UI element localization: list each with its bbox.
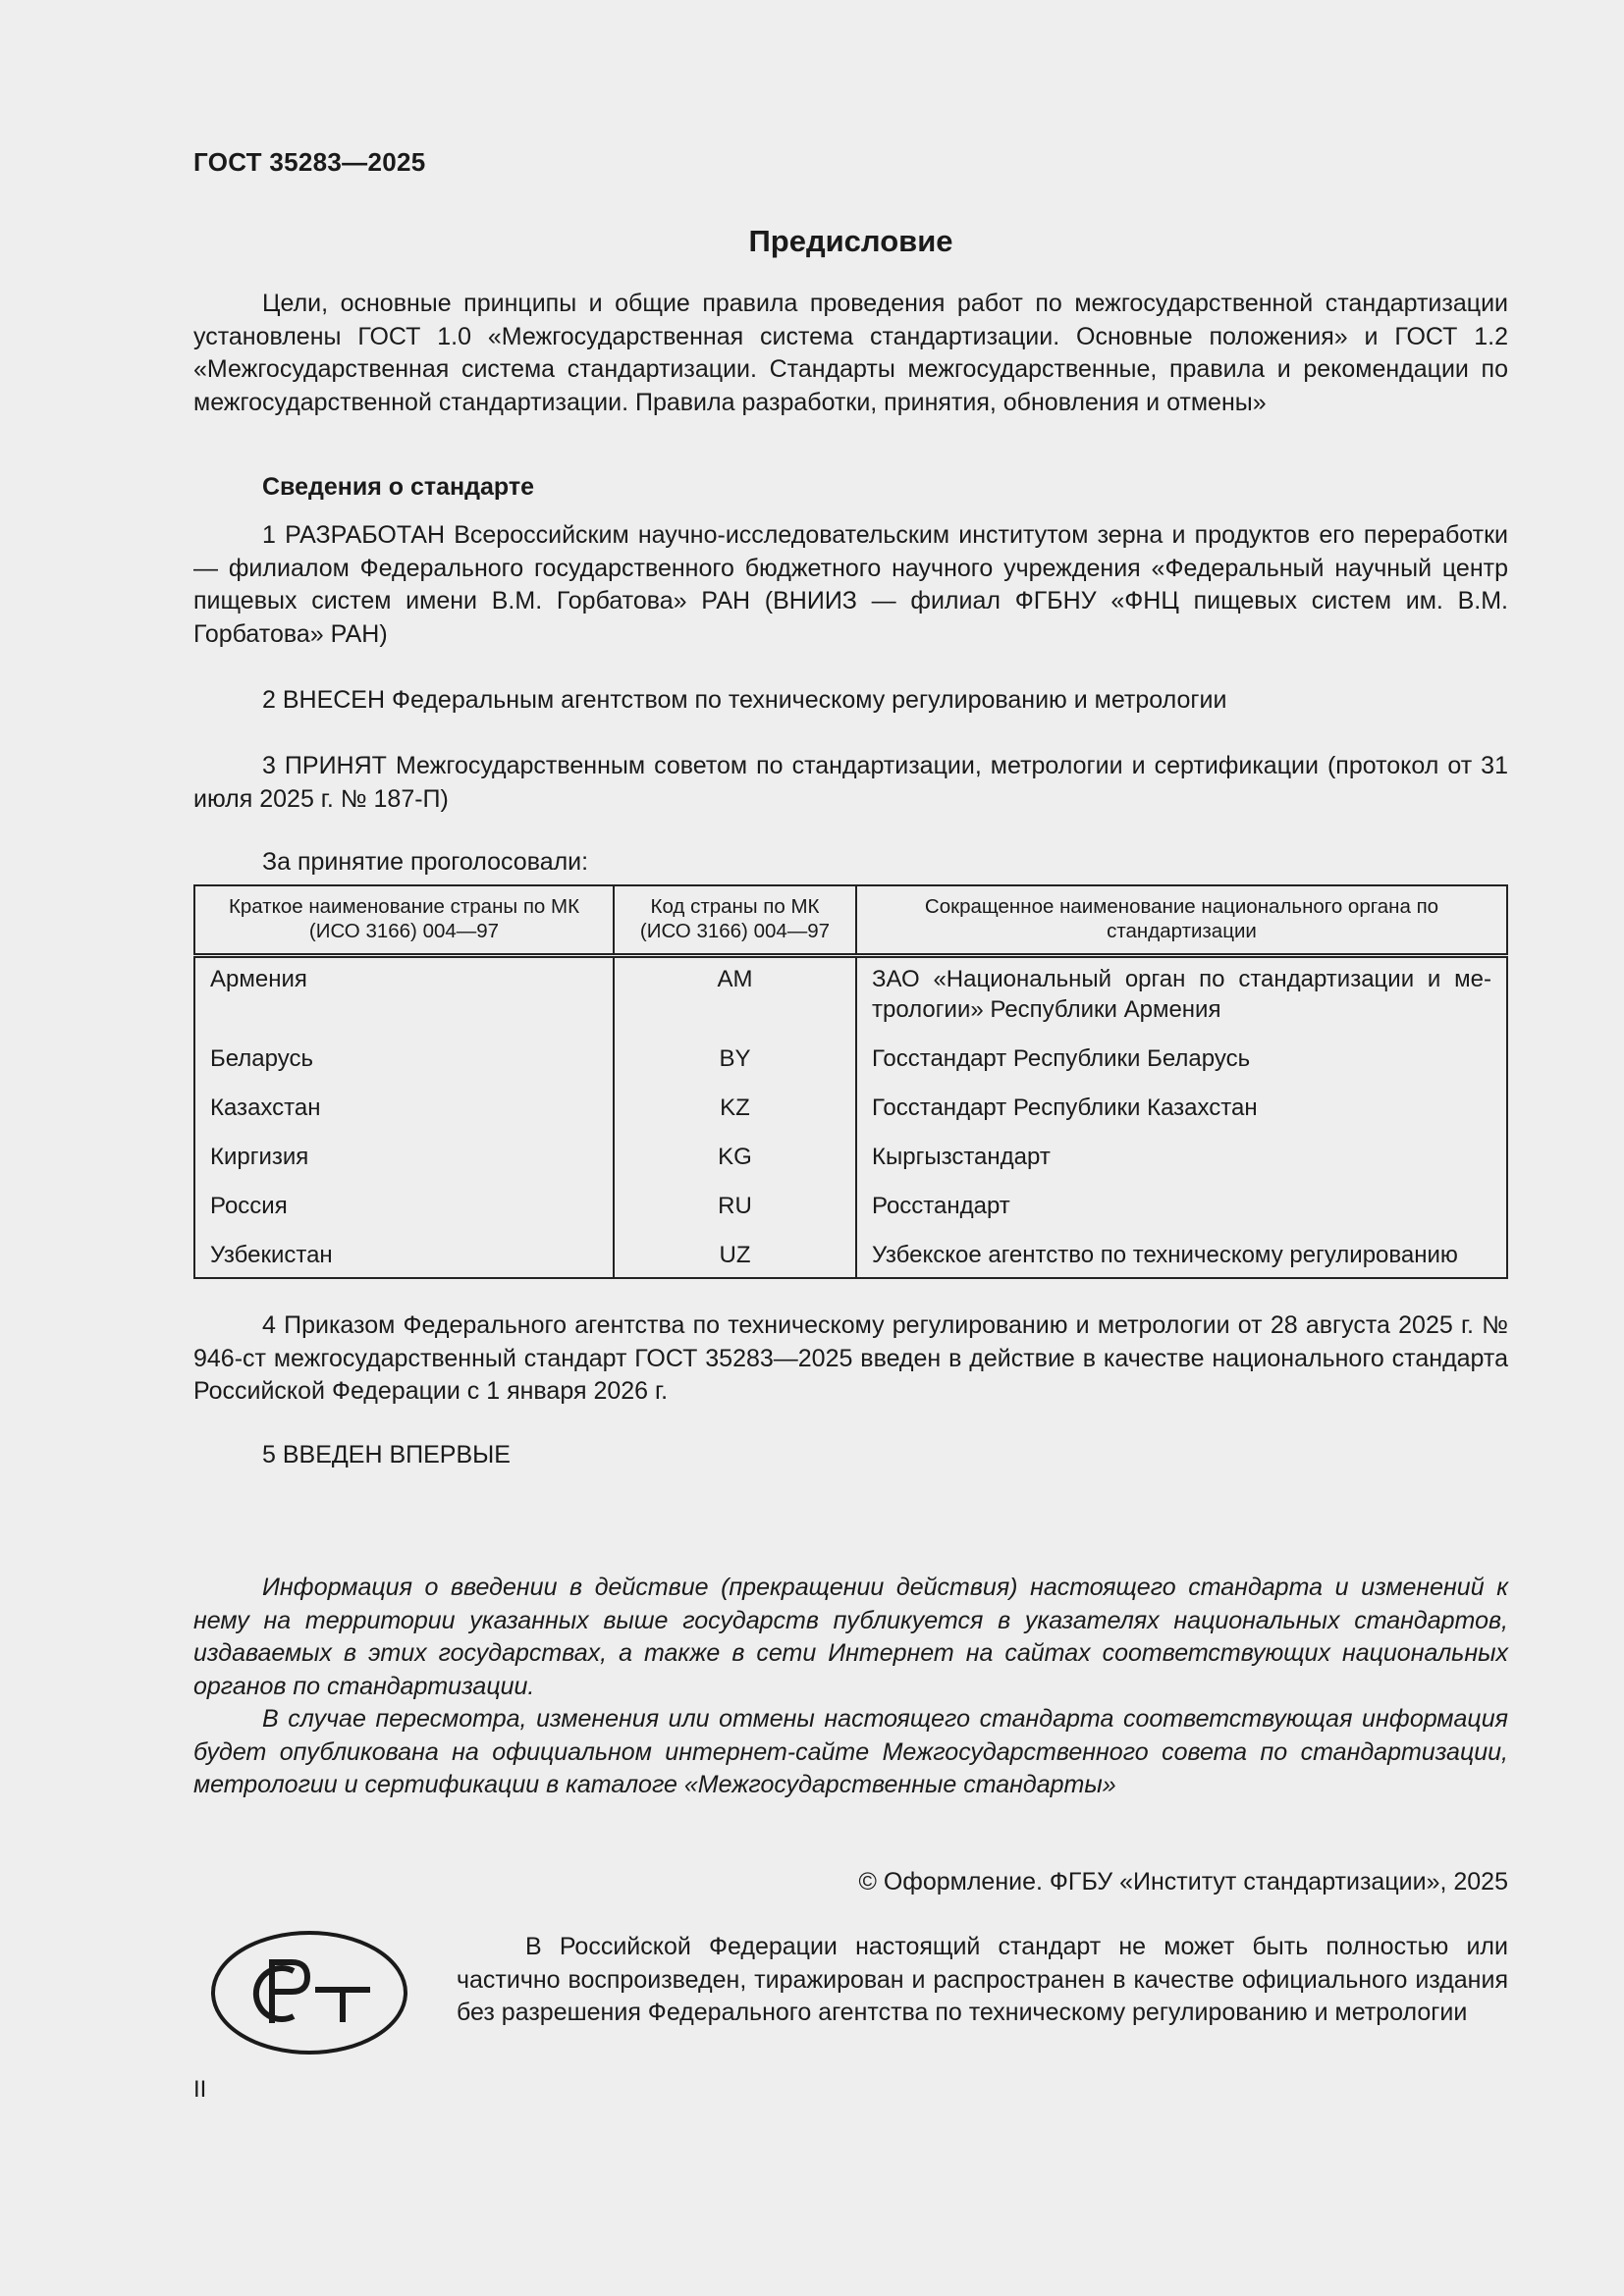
item-developed: 1 РАЗРАБОТАН Всероссийским научно-исследовательским институтом зерна и продуктов его переработки — филиалом Федерального государственного бюджетного научного учреждения «Федеральный научный центр пищевых систем имени В.М. Горбатова» РАН (ВНИИЗ — филиал ФГБНУ «ФНЦ пищевых систем им. В.М. Горбатова» РАН): [193, 521, 1508, 648]
table-row: [194, 1025, 1507, 1074]
country-cell: Узбекистан: [194, 1221, 614, 1278]
voted-label: За принятие проголосовали:: [262, 848, 589, 876]
item-adopted: 3 ПРИНЯТ Межгосударственным советом по стандартизации, метрологии и сертификации (протокол от 31 июля 2025 г. № 187-П): [193, 752, 1508, 813]
header-country: Краткое наименование страны по МК (ИСО 3166) 004—97: [194, 885, 614, 956]
code-cell: RU: [614, 1172, 856, 1221]
code-cell: BY: [614, 1025, 856, 1074]
item-submitted: 2 ВНЕСЕН Федеральным агентством по техническому регулированию и метрологии: [262, 686, 1227, 714]
table-row: [194, 1221, 1507, 1278]
country-cell: Беларусь: [194, 1025, 614, 1074]
table-row: [194, 956, 1507, 1026]
table-header-row: [194, 885, 1507, 956]
header-code: Код страны по МК (ИСО 3166) 004—97: [614, 885, 856, 956]
copyright-line: © Оформление. ФГБУ «Институт стандартизации», 2025: [858, 1868, 1508, 1896]
body-cell: Росстандарт: [856, 1172, 1507, 1221]
code-cell: KZ: [614, 1074, 856, 1123]
code-cell: UZ: [614, 1221, 856, 1278]
document-code: ГОСТ 35283—2025: [193, 147, 426, 177]
item-introduced: 5 ВВЕДЕН ВПЕРВЫЕ: [262, 1441, 511, 1468]
page-number: II: [193, 2076, 207, 2103]
info-note-1: Информация о введении в действие (прекращении действия) настоящего стандарта и изменений к нему на территории указанных выше государств публикуется в указателях национальных стандартов, издаваемых в этих государствах, а также в сети Интернет на сайтах соответствующих национальных органов по стандартизации.: [193, 1574, 1508, 1700]
body-cell: ЗАО «Национальный орган по стандартизации и метрологии» Республики Армения: [856, 956, 1507, 1026]
info-note-2: В случае пересмотра, изменения или отмены настоящего стандарта соответствующая информация будет опубликована на официальном интернет-сайте Межгосударственного совета по стандартизации, метрологии и сертификации в каталоге «Межгосударственные стандарты»: [193, 1705, 1508, 1798]
body-cell: Узбекское агентство по техническому регулированию: [856, 1221, 1507, 1278]
country-cell: Россия: [194, 1172, 614, 1221]
country-cell: Казахстан: [194, 1074, 614, 1123]
table-row: [194, 1074, 1507, 1123]
rst-logo-icon: [209, 1929, 410, 2056]
copyright-notice: В Российской Федерации настоящий стандарт не может быть полностью или частично воспроизведен, тиражирован и распространен в качестве официального издания без разрешения Федерального агентства по техническому регулированию и метрологии: [457, 1933, 1508, 2026]
votes-table: [193, 884, 1508, 1279]
table-row: [194, 1123, 1507, 1172]
code-cell: AM: [614, 956, 856, 1026]
body-cell: Госстандарт Республики Казахстан: [856, 1074, 1507, 1123]
country-cell: Киргизия: [194, 1123, 614, 1172]
body-cell: Кыргызстандарт: [856, 1123, 1507, 1172]
code-cell: KG: [614, 1123, 856, 1172]
header-body: Сокращенное наименование национального органа по стандартизации: [856, 885, 1507, 956]
item-order: 4 Приказом Федерального агентства по техническому регулированию и метрологии от 28 августа 2025 г. № 946-ст межгосударственный стандарт ГОСТ 35283—2025 введен в действие в качестве национального стандарта Российской Федерации с 1 января 2026 г.: [193, 1311, 1508, 1405]
table-row: [194, 1172, 1507, 1221]
country-cell: Армения: [194, 956, 614, 1026]
intro-paragraph: Цели, основные принципы и общие правила проведения работ по межгосударственной стандартизации установлены ГОСТ 1.0 «Межгосударственная система стандартизации. Основные положения» и ГОСТ 1.2 «Межгосударственная система стандартизации. Стандарты межгосударственные, правила и рекомендации по межгосударственной стандартизации. Правила разработки, принятия, обновления и отмены»: [193, 290, 1508, 416]
body-cell: Госстандарт Республики Беларусь: [856, 1025, 1507, 1074]
page-title: Предисловие: [748, 224, 953, 258]
standard-info-heading: Сведения о стандарте: [262, 473, 535, 501]
